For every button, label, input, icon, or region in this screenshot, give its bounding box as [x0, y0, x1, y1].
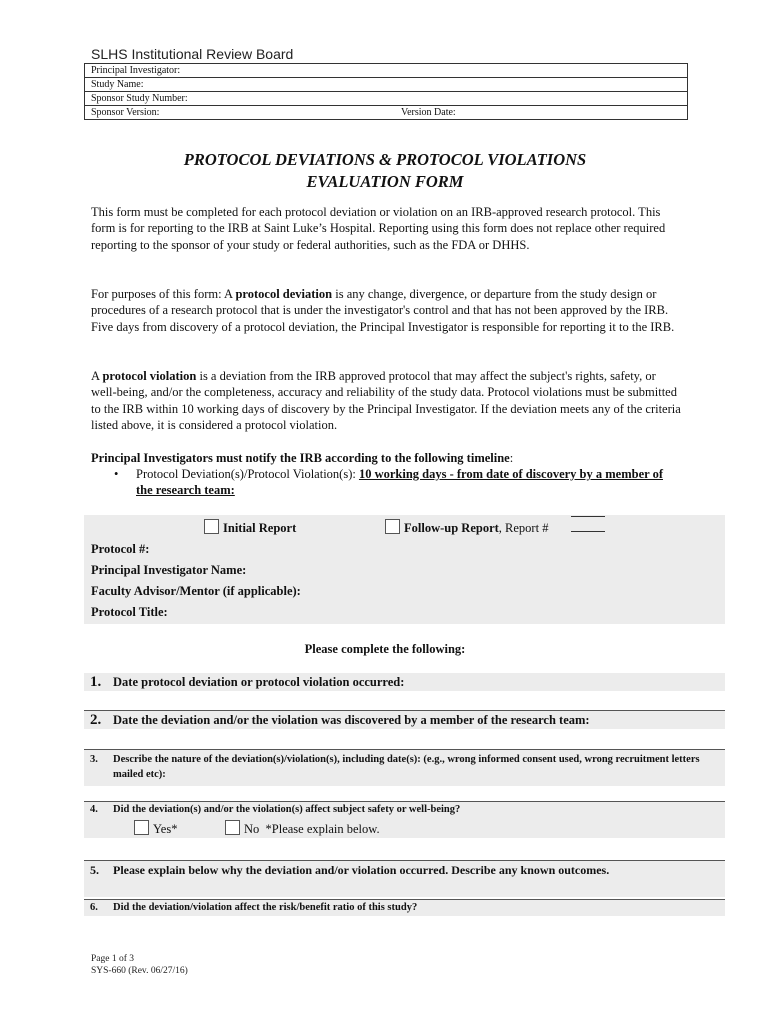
report-number-label: , Report # — [498, 521, 549, 535]
question-5-number: 5. — [90, 863, 99, 877]
form-revision: SYS-660 (Rev. 06/27/16) — [91, 966, 188, 976]
org-title: SLHS Institutional Review Board — [91, 46, 294, 62]
page-number: Page 1 of 3 — [91, 954, 135, 964]
form-title-line1: PROTOCOL DEVIATIONS & PROTOCOL VIOLATIONS — [183, 150, 587, 169]
report-number-field-top — [571, 516, 605, 517]
faculty-advisor-label: Faculty Advisor/Mentor (if applicable): — [91, 584, 301, 598]
initial-report-checkbox[interactable] — [204, 519, 219, 534]
sponsor-version-label: Sponsor Version: — [91, 107, 160, 118]
p2-bold: protocol deviation — [235, 287, 333, 301]
question-5-text: Please explain below why the deviation and/or violation occurred. Describe any known outcomes. — [113, 863, 610, 877]
protocol-title-label: Protocol Title: — [91, 605, 168, 619]
question-6-text: Did the deviation/violation affect the risk/benefit ratio of this study? — [113, 902, 418, 913]
timeline-bold: Principal Investigators must notify the IRB according to the following timeline — [91, 451, 510, 465]
q4-yes-option[interactable] — [134, 820, 177, 837]
question-3 — [84, 750, 725, 786]
report-number-field[interactable] — [571, 531, 605, 532]
study-name-row[interactable] — [85, 77, 687, 91]
question-4-text: Did the deviation(s) and/or the violation(s) affect subject safety or well-being? — [113, 804, 461, 815]
initial-report-option[interactable] — [204, 519, 296, 536]
protocol-number-label: Protocol #: — [91, 542, 150, 556]
protocol-deviation-definition — [91, 286, 681, 335]
timeline-colon: : — [509, 451, 514, 465]
question-4-number: 4. — [90, 804, 98, 815]
question-4 — [84, 802, 725, 838]
form-title — [0, 149, 770, 193]
q4-no-label: No — [244, 822, 260, 836]
followup-report-option[interactable] — [385, 519, 548, 536]
question-2 — [84, 711, 725, 729]
question-1 — [84, 673, 725, 691]
p3-pre: A — [91, 369, 103, 383]
q4-no-checkbox[interactable] — [225, 820, 240, 835]
p3-post: is a deviation from the IRB approved protocol that may affect the subject's rights, safety, or well-being, and/or the completeness, accuracy and reliability of the study data. Protocol violations must be submitted to the IRB within 10 working days of discovery by the Principal Investigator. If the deviation meets any of the criteria listed above, it is considered a protocol violation. — [91, 369, 681, 433]
study-info-table — [84, 63, 688, 120]
p2-pre: For purposes of this form: A — [91, 287, 236, 301]
question-2-number: 2. — [90, 712, 102, 728]
pi-label: Principal Investigator: — [91, 65, 181, 76]
question-3-number: 3. — [90, 754, 98, 765]
form-title-line2: EVALUATION FORM — [306, 172, 464, 191]
question-3-text: Describe the nature of the deviation(s)/violation(s), including date(s): (e.g., wrong informed consent used, wrong recruitment letters mailed etc): — [113, 754, 700, 780]
question-6-number: 6. — [90, 902, 98, 913]
p3-bold: protocol violation — [102, 369, 197, 383]
question-6 — [84, 900, 725, 916]
pi-row[interactable] — [85, 64, 687, 77]
sponsor-study-number-row[interactable] — [85, 91, 687, 105]
protocol-violation-definition — [91, 368, 681, 434]
question-1-text: Date protocol deviation or protocol violation occurred: — [113, 675, 405, 689]
bullet-dot-icon: • — [114, 467, 119, 481]
study-name-label: Study Name: — [91, 79, 144, 90]
p2-post: is any change, divergence, or departure from the study design or procedures of a research protocol that is under the investigator's control and that has not been approved by the IRB. Five days from discovery of a protocol deviation, the Principal Investigator is responsible for reporting it to the IRB. — [91, 287, 675, 334]
q4-yes-checkbox[interactable] — [134, 820, 149, 835]
question-5 — [84, 861, 725, 897]
question-2-text: Date the deviation and/or the violation was discovered by a member of the research team: — [113, 713, 590, 727]
timeline-heading — [91, 450, 681, 466]
followup-report-label: Follow-up Report — [404, 521, 499, 535]
initial-report-label: Initial Report — [223, 521, 297, 535]
pi-name-label: Principal Investigator Name: — [91, 563, 247, 577]
bullet-pre: Protocol Deviation(s)/Protocol Violation(s): — [136, 467, 359, 481]
q4-note: *Please explain below. — [265, 822, 380, 836]
sponsor-version-row[interactable] — [85, 105, 687, 119]
intro-paragraph: This form must be completed for each protocol deviation or violation on an IRB-approved research protocol. This form is for reporting to the IRB at Saint Luke’s Hospital. Reporting using this form does not replace other required reporting to the sponsor of your study or federal authorities, such as the FDA or DHHS. — [91, 205, 666, 252]
instructions-heading: Please complete the following: — [304, 642, 466, 656]
q4-no-option[interactable] — [225, 820, 380, 837]
q4-yes-label: Yes* — [153, 822, 178, 836]
bullet-underlined: 10 working days - from date of discovery by a member of the research team: — [136, 467, 663, 498]
followup-report-checkbox[interactable] — [385, 519, 400, 534]
version-date-label: Version Date: — [401, 107, 456, 118]
sponsor-study-number-label: Sponsor Study Number: — [91, 93, 188, 104]
question-1-number: 1. — [90, 674, 102, 690]
